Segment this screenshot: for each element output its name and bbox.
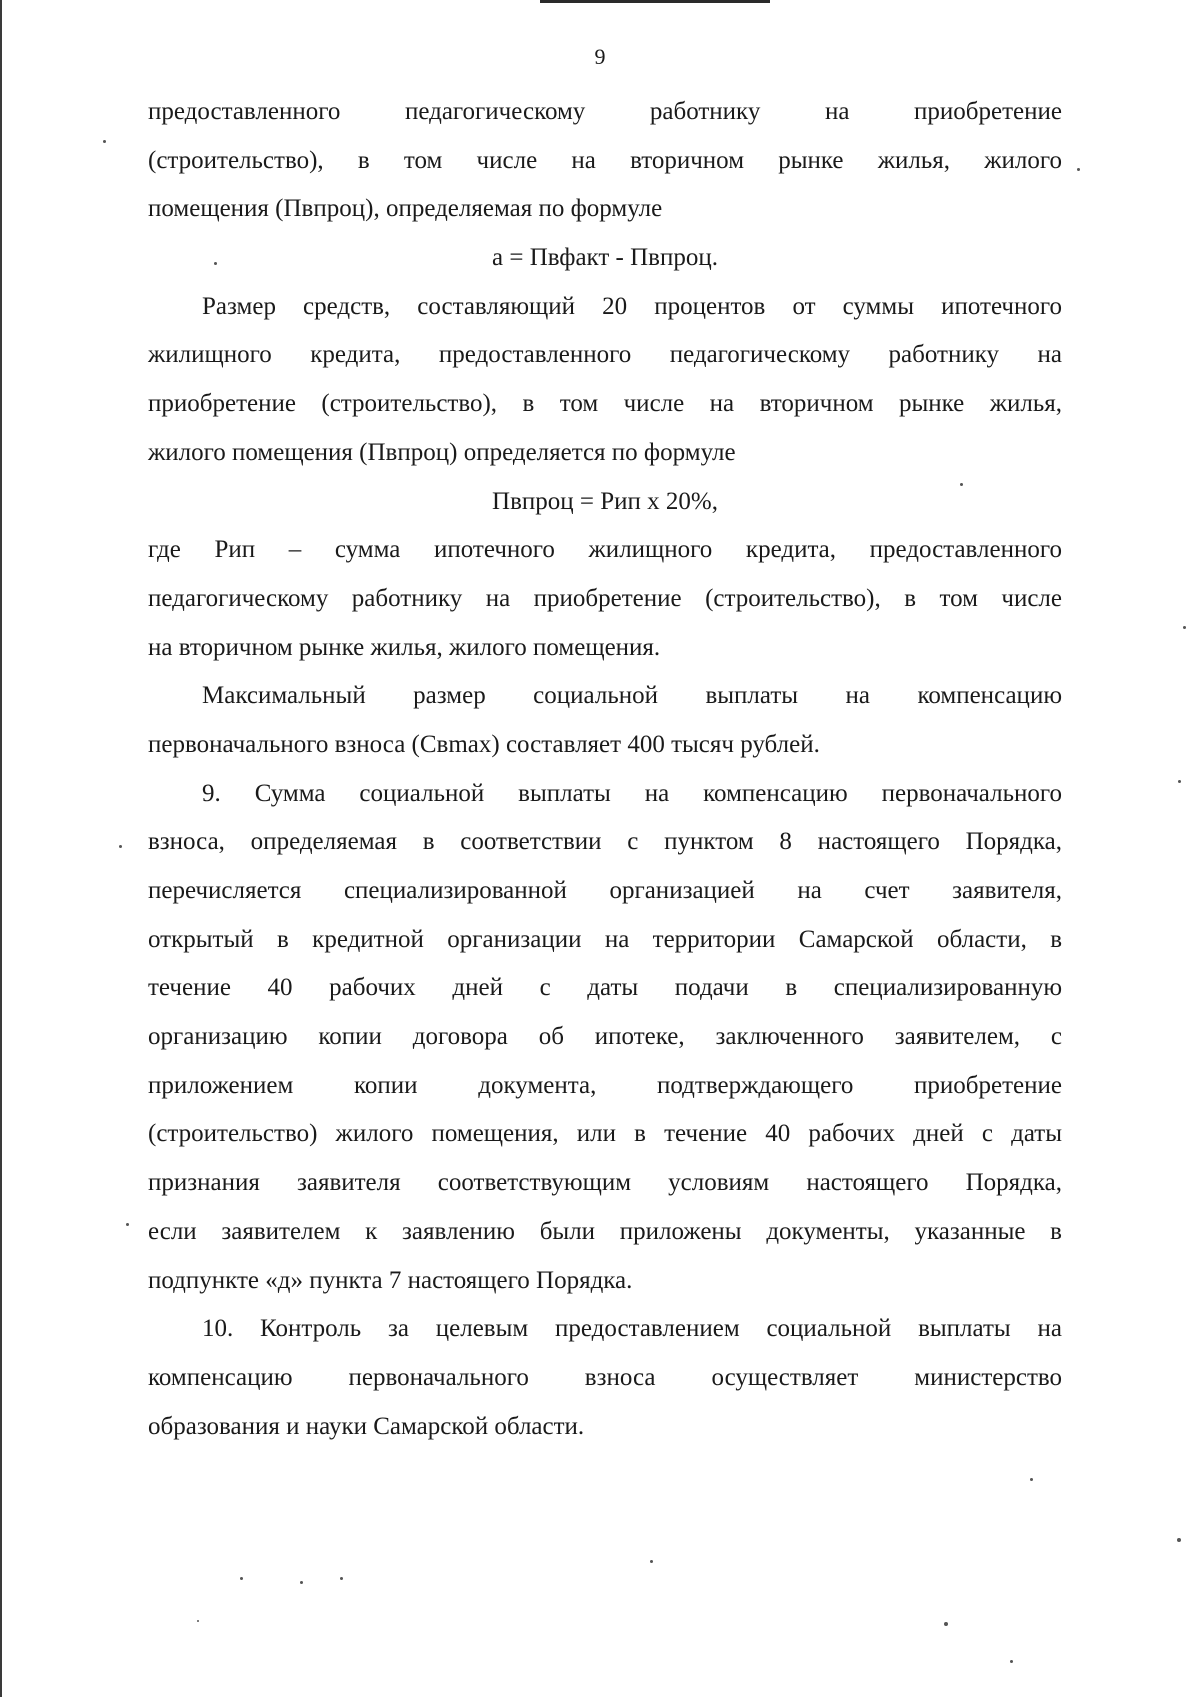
scan-edge [0, 0, 2, 1697]
text-line: организацию копии договора об ипотеке, заключенного заявителем, с [148, 1023, 1062, 1051]
text-line: 9. Сумма социальной выплаты на компенсацию первоначального [202, 779, 1062, 807]
text-line: признания заявителя соответствующим условиям настоящего Порядка, [148, 1169, 1062, 1197]
text-line: если заявителем к заявлению были приложены документы, указанные в [148, 1217, 1062, 1245]
scan-speck [944, 1622, 948, 1626]
scan-speck [340, 1577, 343, 1580]
text-line: предоставленного педагогическому работнику на приобретение [148, 98, 1062, 125]
formula: a = Пвфакт - Пвпроц. [492, 244, 718, 272]
scan-speck [1177, 1538, 1181, 1542]
scan-speck [214, 262, 217, 265]
text-line: компенсацию первоначального взноса осуществляет министерство [148, 1363, 1062, 1391]
text-line: на вторичном рынке жилья, жилого помещения. [148, 633, 661, 661]
scan-speck [1178, 780, 1181, 783]
text-line: течение 40 рабочих дней с даты подачи в специализированную [148, 974, 1062, 1002]
formula: Пвпроц = Рип x 20%, [492, 487, 718, 515]
text-line: приложением копии документа, подтверждающего приобретение [148, 1071, 1062, 1099]
scan-speck [126, 1223, 129, 1226]
scan-speck [960, 483, 963, 486]
text-line: первоначального взноса (Свmax) составляет 400 тысяч рублей. [148, 730, 820, 758]
text-line: взноса, определяемая в соответствии с пунктом 8 настоящего Порядка, [148, 828, 1062, 856]
text-line: помещения (Пвпроц), определяемая по формуле [148, 195, 663, 223]
scan-speck [1183, 626, 1186, 629]
text-line: образования и науки Самарской области. [148, 1412, 585, 1440]
page-number: 9 [594, 44, 606, 69]
text-line: жилого помещения (Пвпроц) определяется по формуле [148, 438, 736, 466]
scan-speck [1030, 1478, 1033, 1481]
text-line: Размер средств, составляющий 20 процентов от суммы ипотечного [202, 292, 1062, 320]
text-line: 10. Контроль за целевым предоставлением социальной выплаты на [202, 1315, 1062, 1343]
scan-speck [1010, 1660, 1013, 1663]
text-line: жилищного кредита, предоставленного педагогическому работнику на [148, 341, 1062, 369]
scan-speck [197, 1620, 199, 1622]
scan-speck [240, 1577, 243, 1580]
text-line: где Рип – сумма ипотечного жилищного кредита, предоставленного [148, 536, 1062, 564]
top-rule [540, 0, 770, 3]
text-line: педагогическому работнику на приобретение (строительство), в том числе [148, 584, 1062, 612]
text-line: приобретение (строительство), в том числе на вторичном рынке жилья, [148, 390, 1062, 418]
text-line: перечисляется специализированной организацией на счет заявителя, [148, 877, 1062, 904]
text-line: подпункте «д» пункта 7 настоящего Порядка. [148, 1266, 633, 1294]
text-line: (строительство), в том числе на вторичном рынке жилья, жилого [148, 146, 1062, 174]
document-body [148, 88, 1062, 1451]
text-line: (строительство) жилого помещения, или в течение 40 рабочих дней с даты [148, 1120, 1062, 1148]
scan-speck [103, 140, 106, 143]
scan-speck [119, 845, 122, 848]
scan-speck [1077, 168, 1080, 171]
text-line: Максимальный размер социальной выплаты на компенсацию [202, 682, 1062, 710]
scan-speck [300, 1581, 303, 1584]
scan-speck [650, 1560, 653, 1563]
text-line: открытый в кредитной организации на территории Самарской области, в [148, 925, 1062, 953]
